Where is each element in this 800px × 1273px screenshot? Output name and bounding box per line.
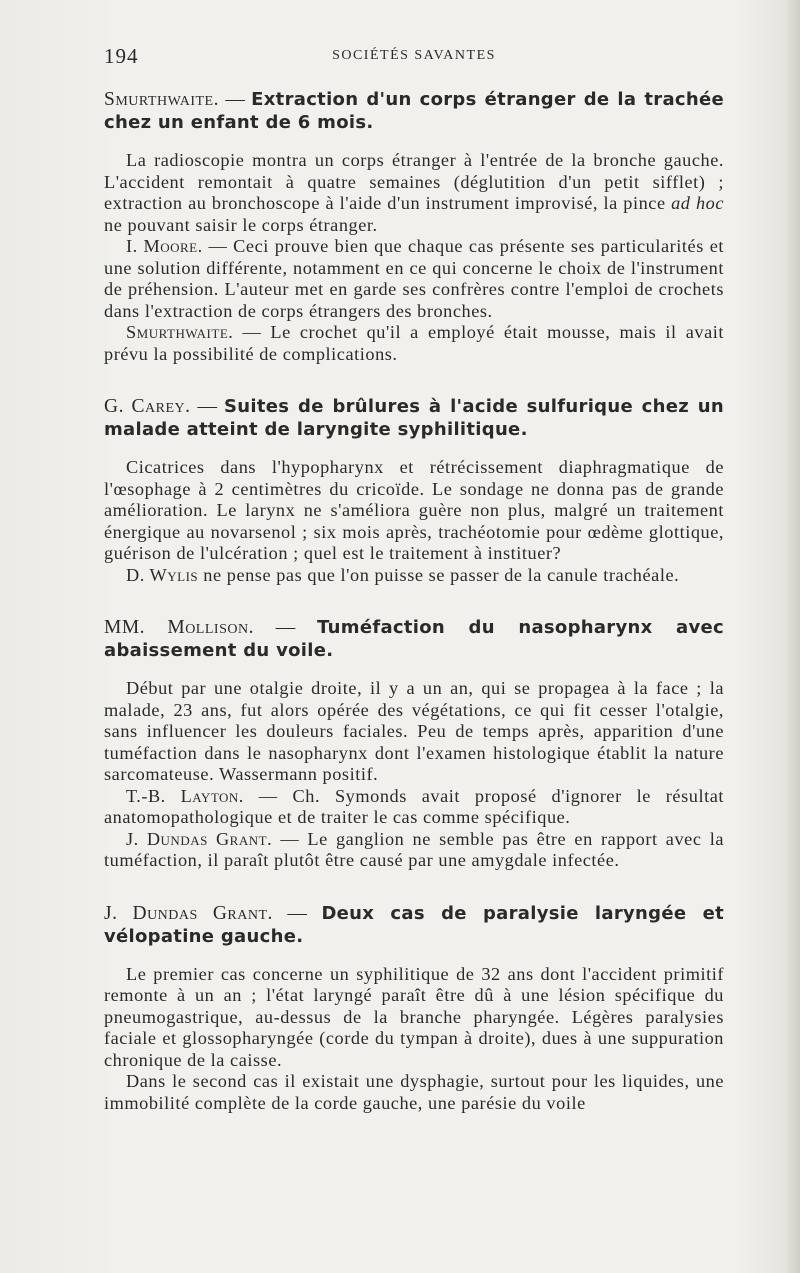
paragraph: J. Dundas Grant. — Le ganglion ne semble pas être en rapport avec la tuméfaction, il paraît plutôt être causé par une amygdale infectée. xyxy=(104,828,724,870)
speaker-name: D. Wylis xyxy=(126,564,199,585)
entry-author: J. Dundas Grant. xyxy=(104,902,273,924)
paragraph: Le premier cas concerne un syphilitique de 32 ans dont l'accident primitif remonte à un an ; l'état laryngé paraît être dû à une lésion spécifique du pneumogastrique, au-dessus de la branche pharyngée. Légères paralysies faciale et glossopharyngée (corde du tympan à droite), dues à une suppuration chronique de la caisse. xyxy=(104,963,724,1070)
paragraph: I. Moore. — Ceci prouve bien que chaque cas présente ses particularités et une solution différente, notamment en ce qui concerne le choix de l'instrument de préhension. L'auteur met en garde ses confrères contre l'emploi de crochets dans l'extraction de corps étrangers des bronches. xyxy=(104,236,724,321)
paragraph: Smurthwaite. — Le crochet qu'il a employé était mousse, mais il avait prévu la possibilité de complications. xyxy=(104,322,724,364)
entry-smurthwaite-extraction xyxy=(104,88,724,365)
speaker-name: I. Moore. xyxy=(126,236,203,256)
speaker-name: T.-B. Layton. xyxy=(126,785,244,806)
entry-mollison-tumefaction xyxy=(104,616,724,872)
paragraph: D. Wylis ne pense pas que l'on puisse se passer de la canule trachéale. xyxy=(126,564,680,585)
paragraph: Cicatrices dans l'hypopharynx et rétrécissement diaphragmatique de l'œsophage à 2 centimètres du cricoïde. Le sondage ne donna pas de grande amélioration. Le larynx ne s'améliora guère non plus, malgré un traitement énergique au novarsenol ; six mois après, trachéotomie pour œdème glottique, guérison de l'ulcération ; quel est le traitement à instituer? xyxy=(104,457,724,563)
entry-author: G. Carey. xyxy=(104,396,191,417)
entry-author: MM. Mollison. xyxy=(104,617,254,638)
entry-title: Extraction d'un corps étranger de la trachée chez un enfant de 6 mois. xyxy=(104,89,725,133)
entry-heading: J. Dundas Grant. — Deux cas de paralysie laryngée et vélopatine gauche. xyxy=(104,902,725,947)
entry-heading: MM. Mollison. — Tuméfaction du nasopharynx avec abaissement du voile. xyxy=(104,617,724,661)
entry-title: Suites de brûlures à l'acide sulfurique chez un malade atteint de laryngite syphilitique. xyxy=(104,396,725,440)
running-head: SOCIÉTÉS SAVANTES xyxy=(332,48,496,63)
entry-heading: Smurthwaite. — Extraction d'un corps étranger de la trachée chez un enfant de 6 mois. xyxy=(104,89,725,133)
page-content xyxy=(104,88,724,1144)
speaker-name: Smurthwaite. xyxy=(126,322,234,342)
page-number: 194 xyxy=(104,44,139,68)
page-header xyxy=(104,44,724,68)
paragraph: Dans le second cas il existait une dysphagie, surtout pour les liquides, une immobilité complète de la corde gauche, une parésie du voile xyxy=(104,1071,724,1113)
entry-author: Smurthwaite. xyxy=(104,89,219,110)
entry-carey-brulures xyxy=(104,395,724,586)
paragraph: T.-B. Layton. — Ch. Symonds avait proposé d'ignorer le résultat anatomopathologique et de traiter le cas comme spécifique. xyxy=(104,785,725,827)
paragraph: La radioscopie montra un corps étranger à l'entrée de la bronche gauche. L'accident remontait à quatre semaines (déglutition d'un petit sifflet) ; extraction au bronchoscope à l'aide d'un instrument improvisé, la pince ad hoc ne pouvant saisir le corps étranger. xyxy=(104,150,724,235)
entry-dundas-grant-paralysie xyxy=(104,902,724,1115)
paragraph: Début par une otalgie droite, il y a un an, qui se propagea à la face ; la malade, 23 ans, fut alors opérée des végétations, ce qui fit cesser l'otalgie, sans influencer les douleurs faciales. Peu de temps après, apparition d'une tuméfaction dans le nasopharynx dont l'examen histologique établit la nature sarcomateuse. Wassermann positif. xyxy=(104,678,724,784)
entry-title: Deux cas de paralysie laryngée et vélopatine gauche. xyxy=(104,902,725,947)
speaker-name: J. Dundas Grant. xyxy=(126,828,273,849)
entry-title: Tuméfaction du nasopharynx avec abaissement du voile. xyxy=(104,617,724,661)
entry-heading: G. Carey. — Suites de brûlures à l'acide sulfurique chez un malade atteint de laryngite syphilitique. xyxy=(104,396,725,440)
